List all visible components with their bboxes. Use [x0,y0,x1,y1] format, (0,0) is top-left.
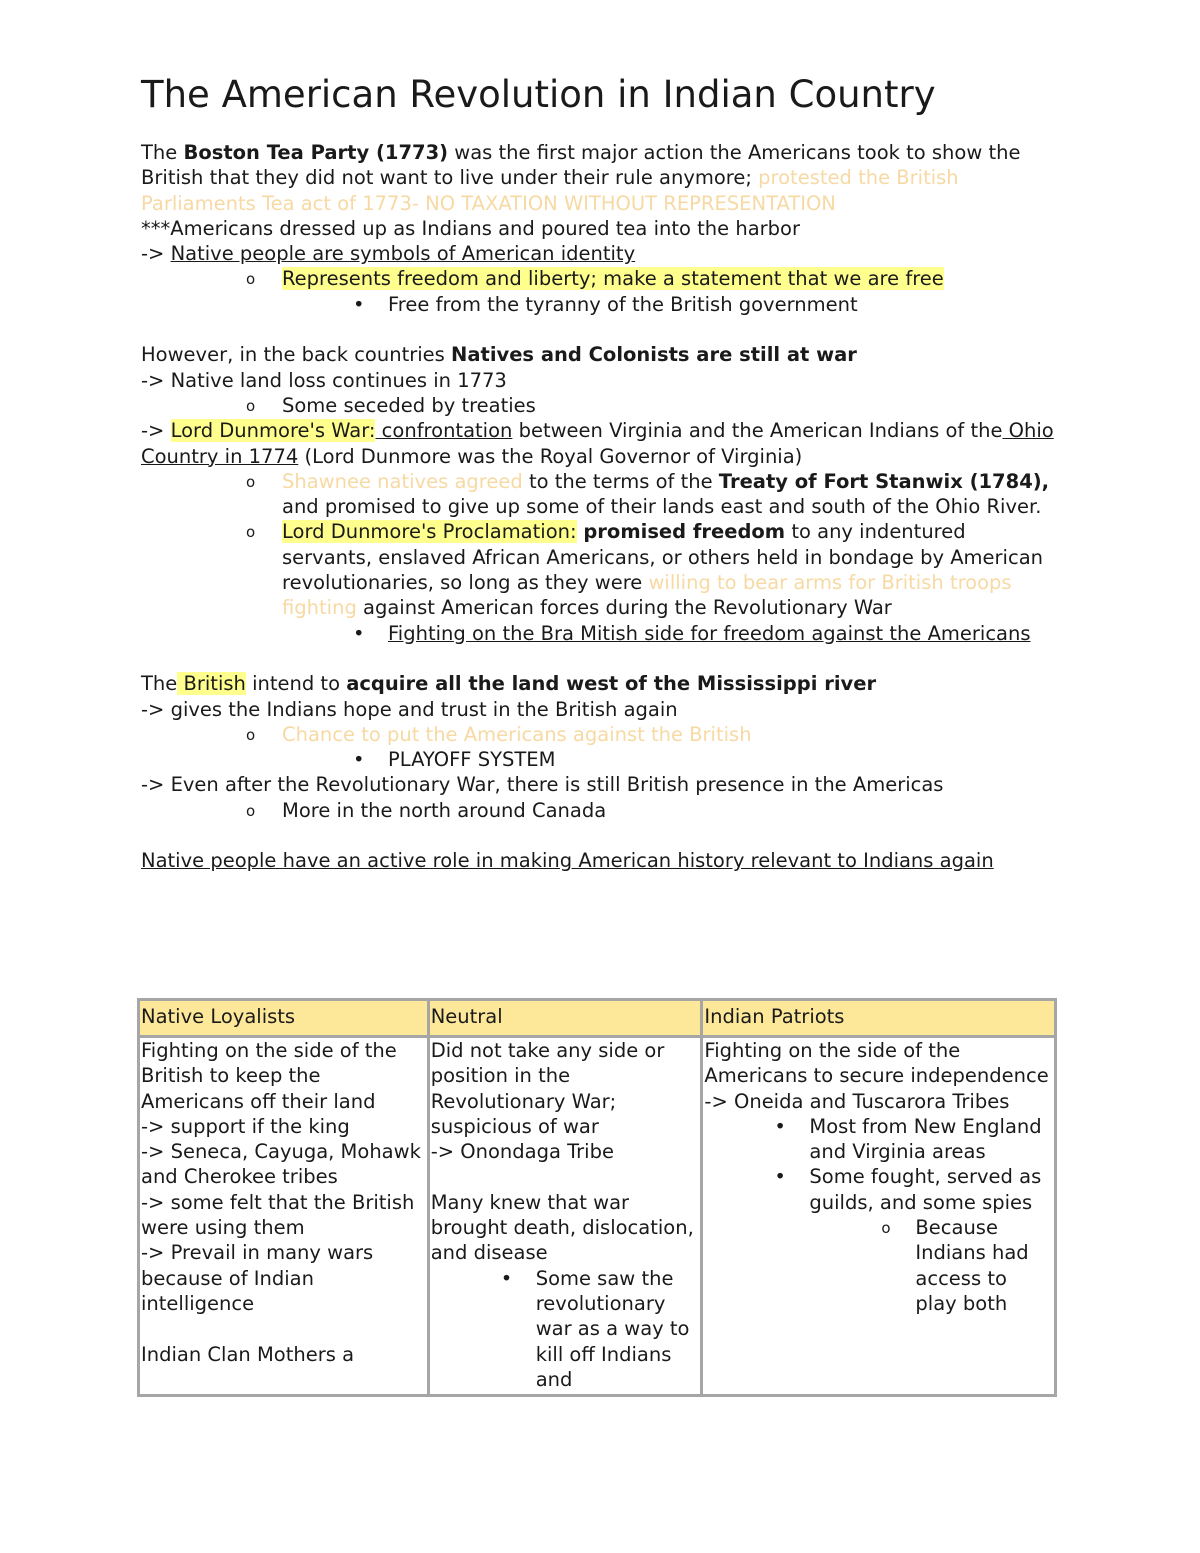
circle-bullet-icon: o [246,801,256,820]
highlighted-text: Lord Dunmore's Proclamation: [282,520,577,544]
bullet-item [141,621,1061,646]
underlined-text: Native people are symbols of American identity [170,242,636,266]
text: Most from New England and Virginia areas [809,1114,1042,1164]
sub-item [141,722,1061,747]
paragraph-back-countries [141,342,1061,367]
bullet-item [141,292,1061,317]
bullet-icon: • [774,1114,786,1138]
cell-gap [431,1164,701,1189]
text: between Virginia and the American Indians of the [512,419,1003,443]
text: Some seceded by treaties [282,393,536,417]
cell-bullet-item [704,1164,1054,1215]
text: against American forces during the Revolutionary War [356,596,892,620]
bullet-icon: • [353,748,365,772]
text: was the first major action the Americans took to show the British that they did not want to live under their rule anymore; [141,141,1021,190]
text: to the terms of the [522,469,719,493]
sub-item [141,266,1061,291]
line: -> Even after the Revolutionary War, there is still British presence in the Americas [141,773,944,797]
circle-bullet-icon: o [246,270,256,289]
text: The [141,672,178,696]
text: intend to [245,672,347,696]
cell-indian-patriots [702,1037,1056,1396]
bullet-icon: • [353,292,365,316]
cell-line: -> Onondaga Tribe [430,1140,614,1164]
table-header-row [139,1000,1056,1037]
highlighted-text: British [177,672,246,696]
faint-text: Chance to put the Americans against the British [282,722,752,746]
cell-gap [141,1316,427,1341]
text: to any indentured servants, enslaved African Americans, or others held in bondage by American revolutionaries, so long as they were [282,520,1044,595]
cell-line: Fighting on the side of the Americans to secure independence [704,1039,1049,1088]
page-title: The American Revolution in Indian Country [141,73,936,116]
bold-text: acquire all the land west of the Mississippi river [346,672,877,696]
sub-item [141,519,1061,620]
line [141,241,1061,266]
text: More in the north around Canada [282,798,607,822]
text: Free from the tyranny of the British government [388,292,858,316]
bold-text: Treaty of Fort Stanwix (1784), [718,469,1050,493]
line [141,418,1061,469]
circle-bullet-icon: o [246,725,256,744]
arrow-text: -> [141,242,171,266]
header-native-loyalists: Native Loyalists [139,1000,429,1037]
cell-bullet-item [704,1114,1054,1165]
document-body [141,140,1061,874]
cell-line: -> Oneida and Tuscarora Tribes [704,1089,1010,1113]
line: -> Native land loss continues in 1773 [141,368,507,392]
line: ***Americans dressed up as Indians and poured tea into the harbor [141,216,800,240]
cell-line: -> support if the king [141,1114,350,1138]
highlighted-text: Represents freedom and liberty; make a statement that we are free [282,267,944,291]
faint-text: protested the British Parliaments Tea act of 1773- NO TAXATION WITHOUT REPRESENTATION [141,166,959,215]
text: However, in the back countries [141,343,452,367]
cell-neutral [428,1037,702,1396]
cell-line: Indian Clan Mothers a [141,1342,355,1366]
paragraph-british-intent [141,671,1061,696]
cell-line: -> some felt that the British were using them [141,1190,415,1240]
arrow-text: -> [141,419,171,443]
cell-native-loyalists [139,1037,429,1396]
underlined-text: Ohio Country in 1774 [141,419,1054,468]
circle-bullet-icon: o [246,396,256,415]
text: PLAYOFF SYSTEM [388,748,556,772]
text: The [141,141,184,164]
cell-line: -> Prevail in many wars because of Indian intelligence [141,1241,374,1315]
text: Because Indians had access to play both [915,1216,1029,1315]
sub-item [141,469,1061,520]
bullet-icon: • [774,1165,786,1189]
sub-item [141,393,1061,418]
bold-text: promised freedom [576,520,786,544]
text: Some saw the revolutionary war as a way to kill off Indians and [535,1266,690,1391]
bullet-item [141,747,1061,772]
header-neutral: Neutral [428,1000,702,1037]
header-indian-patriots: Indian Patriots [702,1000,1056,1037]
line: -> gives the Indians hope and trust in the British again [141,697,678,721]
cell-line: Many knew that war brought death, dislocation, and disease [430,1190,694,1265]
bullet-icon: • [353,621,365,645]
table-row [139,1037,1056,1396]
circle-bullet-icon: o [246,472,256,491]
cell-bullet-item [431,1266,701,1392]
bold-text: Boston Tea Party (1773) [183,141,449,164]
text: and promised to give up some of their lands east and south of the Ohio River. [282,495,1042,519]
underlined-text: Fighting on the Bra Mitish side for freedom against the Americans [388,621,1031,645]
circle-bullet-icon: o [246,523,256,542]
faint-text: willing to bear arms for British troops fighting [282,571,1012,620]
underlined-text: confrontation [375,419,513,443]
faint-text: Shawnee natives agreed [282,469,523,493]
sub-item [141,798,1061,823]
cell-line: -> Seneca, Cayuga, Mohawk and Cherokee tribes [141,1140,421,1189]
cell-sub-item [704,1215,1054,1316]
circle-bullet-icon: o [881,1219,891,1238]
comparison-table [137,998,1057,1397]
text: Some fought, served as guilds, and some spies [809,1165,1042,1214]
bullet-icon: • [500,1266,513,1290]
highlighted-text: Lord Dunmore's War: [170,419,376,443]
cell-line: Fighting on the side of the British to keep the Americans off their land [141,1039,397,1113]
paragraph-active-role: Native people have an active role in making American history relevant to Indians again [141,849,994,873]
cell-line: Did not take any side or position in the Revolutionary War; suspicious of war [430,1039,665,1138]
bold-text: Natives and Colonists are still at war [451,343,857,367]
paragraph-boston-tea-party [141,140,1061,216]
text: (Lord Dunmore was the Royal Governor of Virginia) [298,444,803,468]
